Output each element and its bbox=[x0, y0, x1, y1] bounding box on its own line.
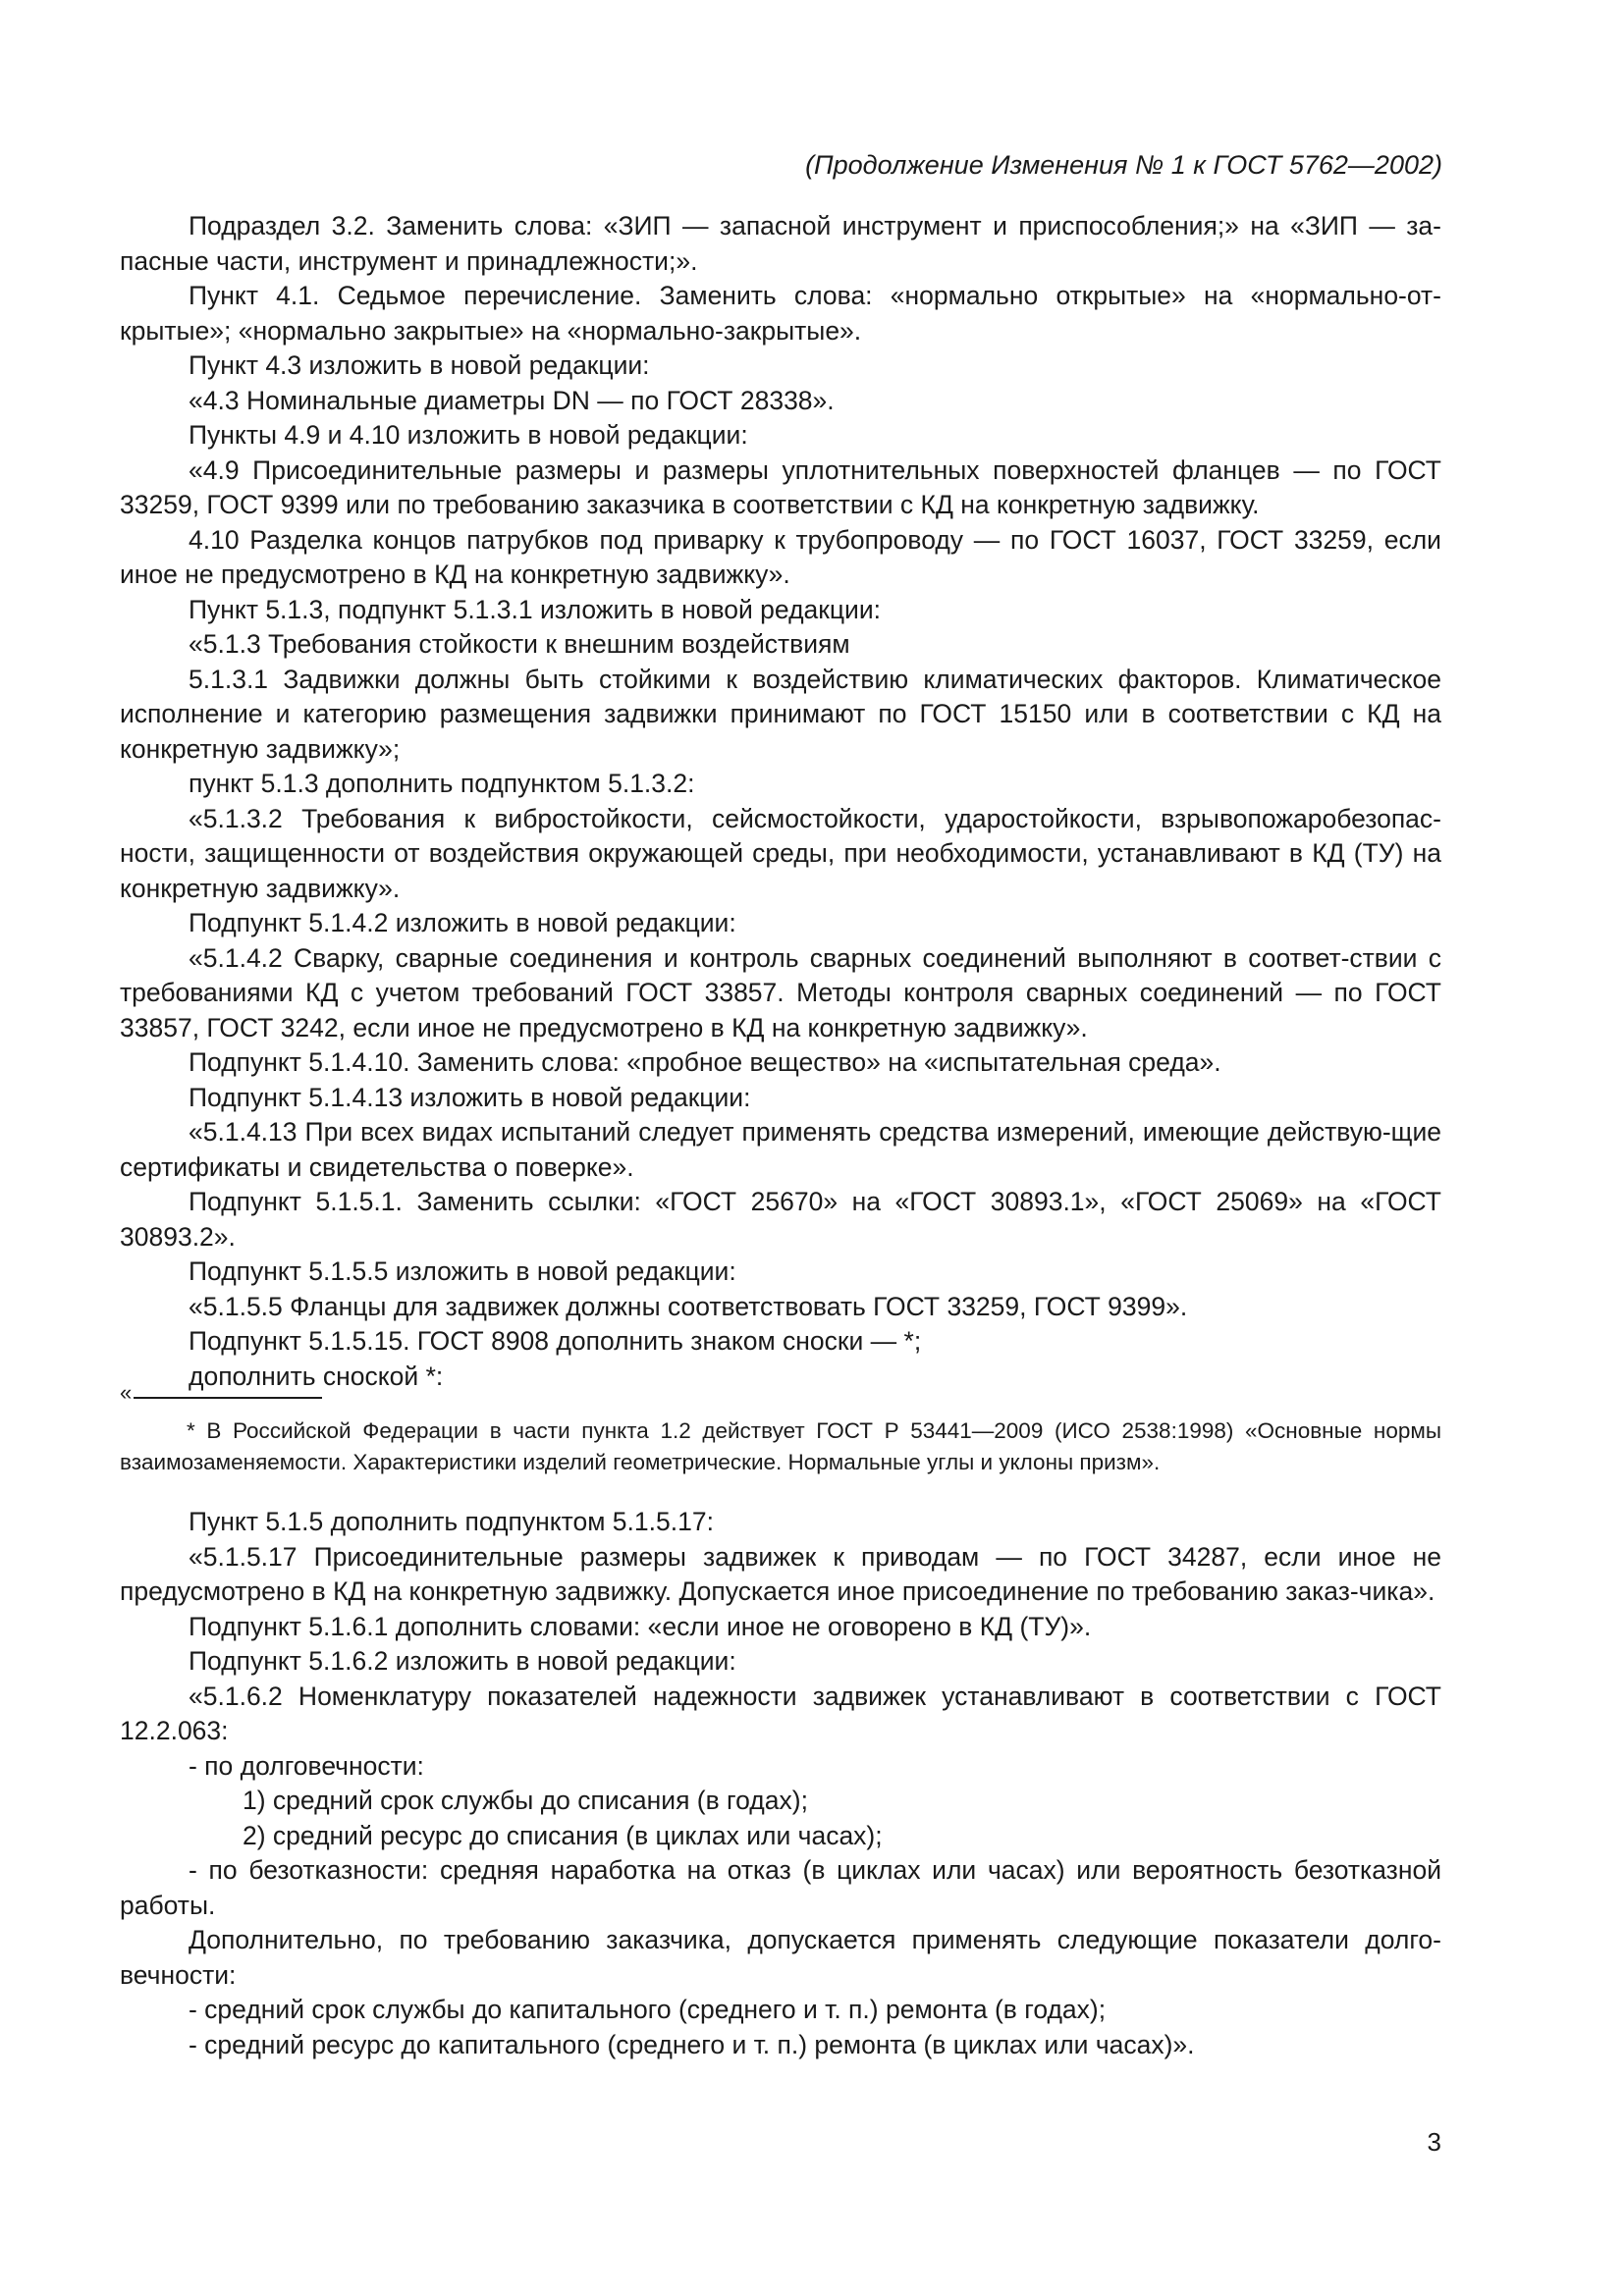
page-number: 3 bbox=[1427, 2127, 1441, 2157]
paragraph: Подраздел 3.2. Заменить слова: «ЗИП — запасной инструмент и приспособления;» на «ЗИП — за-пасные части, инструмент и принадлежности;». bbox=[120, 211, 1441, 276]
paragraph: Подпункт 5.1.4.10. Заменить слова: «пробное вещество» на «испытательная среда». bbox=[189, 1047, 1221, 1077]
paragraph: Подпункт 5.1.4.2 изложить в новой редакции: bbox=[189, 908, 736, 937]
paragraph: «5.1.3.2 Требования к вибростойкости, сейсмостойкости, ударостойкости, взрывопожаробезопас-ности, защищенности от воздействия окружающей среды, при необходимости, устанавливают в КД (ТУ) на конкретную задвижку». bbox=[120, 803, 1441, 903]
paragraph: Подпункт 5.1.5.15. ГОСТ 8908 дополнить знаком сноски — *; bbox=[189, 1326, 922, 1356]
paragraph: «5.1.3 Требования стойкости к внешним воздействиям bbox=[189, 629, 850, 659]
paragraph: Пункт 4.1. Седьмое перечисление. Заменить слова: «нормально открытые» на «нормально-от-крытые»; «нормально закрытые» на «нормально-закрытые». bbox=[120, 281, 1441, 346]
paragraph: Подпункт 5.1.5.5 изложить в новой редакции: bbox=[189, 1256, 736, 1286]
list-item: 1) средний срок службы до списания (в годах); bbox=[243, 1786, 808, 1815]
paragraph: Пункты 4.9 и 4.10 изложить в новой редакции: bbox=[189, 420, 748, 450]
paragraph: «4.3 Номинальные диаметры DN — по ГОСТ 28338». bbox=[189, 385, 835, 415]
list-item: - по долговечности: bbox=[189, 1750, 424, 1781]
paragraph: дополнить сноской *: bbox=[189, 1361, 444, 1391]
paragraph: Подпункт 5.1.6.1 дополнить словами: «если иное не оговорено в КД (ТУ)». bbox=[189, 1611, 1092, 1641]
main-text bbox=[120, 209, 1441, 1394]
footnote-text: * В Российской Федерации в части пункта 1.2 действует ГОСТ Р 53441—2009 (ИСО 2538:1998) «Основные нормы взаимозаменяемости. Характеристики изделий геометрические. Нормальные углы и уклоны призм». bbox=[120, 1418, 1441, 1474]
continuation-text bbox=[120, 1505, 1441, 2062]
footnote-open-quote: « bbox=[120, 1380, 133, 1405]
list-item: - средний ресурс до капитального (среднего и т. п.) ремонта (в циклах или часах)». bbox=[189, 2029, 1195, 2059]
paragraph: «5.1.6.2 Номенклатуру показателей надежности задвижек устанавливают в соответствии с ГОСТ 12.2.063: bbox=[120, 1681, 1441, 1745]
page-header: (Продолжение Изменения № 1 к ГОСТ 5762—2002) bbox=[805, 150, 1442, 180]
paragraph: пункт 5.1.3 дополнить подпунктом 5.1.3.2: bbox=[189, 769, 695, 798]
list-item: - по безотказности: средняя наработка на отказ (в циклах или часах) или вероятность безотказной работы. bbox=[120, 1855, 1441, 1920]
list-item: 2) средний ресурс до списания (в циклах или часах); bbox=[243, 1820, 883, 1850]
paragraph: «5.1.5.17 Присоединительные размеры задвижек к приводам — по ГОСТ 34287, если иное не предусмотрено в КД на конкретную задвижку. Допускается иное присоединение по требованию заказ-чика». bbox=[120, 1541, 1441, 1606]
paragraph: 4.10 Разделка концов патрубков под приварку к трубопроводу — по ГОСТ 16037, ГОСТ 33259, если иное не предусмотрено в КД на конкретную задвижку». bbox=[120, 524, 1441, 589]
paragraph: «5.1.4.2 Сварку, сварные соединения и контроль сварных соединений выполняют в соответ-ствии с требованиями КД с учетом требований ГОСТ 33857. Методы контроля сварных соединений — по ГОСТ 33857, ГОСТ 3242, если иное не предусмотрено в КД на конкретную задвижку». bbox=[120, 942, 1441, 1042]
paragraph: 5.1.3.1 Задвижки должны быть стойкими к воздействию климатических факторов. Климатическое исполнение и категорию размещения задвижки принимают по ГОСТ 15150 или в соответствии с КД на конкретную задвижку»; bbox=[120, 664, 1441, 764]
paragraph: «5.1.5.5 Фланцы для задвижек должны соответствовать ГОСТ 33259, ГОСТ 9399». bbox=[189, 1291, 1188, 1321]
paragraph: Пункт 4.3 изложить в новой редакции: bbox=[189, 350, 650, 380]
footnote-rule bbox=[134, 1397, 322, 1399]
paragraph: «5.1.4.13 При всех видах испытаний следует применять средства измерений, имеющие действую-щие сертификаты и свидетельства о поверке». bbox=[120, 1117, 1441, 1182]
paragraph: Дополнительно, по требованию заказчика, допускается применять следующие показатели долго-вечности: bbox=[120, 1925, 1441, 1990]
paragraph: Пункт 5.1.3, подпункт 5.1.3.1 изложить в новой редакции: bbox=[189, 594, 882, 624]
list-item: - средний срок службы до капитального (среднего и т. п.) ремонта (в годах); bbox=[189, 1995, 1107, 2024]
footnote-separator bbox=[120, 1381, 322, 1405]
paragraph: Пункт 5.1.5 дополнить подпунктом 5.1.5.17: bbox=[189, 1507, 714, 1536]
paragraph: «4.9 Присоединительные размеры и размеры уплотнительных поверхностей фланцев — по ГОСТ 33259, ГОСТ 9399 или по требованию заказчика в соответствии с КД на конкретную задвижку. bbox=[120, 454, 1441, 519]
paragraph: Подпункт 5.1.6.2 изложить в новой редакции: bbox=[189, 1646, 736, 1676]
paragraph: Подпункт 5.1.4.13 изложить в новой редакции: bbox=[189, 1082, 751, 1112]
paragraph: Подпункт 5.1.5.1. Заменить ссылки: «ГОСТ 25670» на «ГОСТ 30893.1», «ГОСТ 25069» на «ГОСТ 30893.2». bbox=[120, 1187, 1441, 1252]
